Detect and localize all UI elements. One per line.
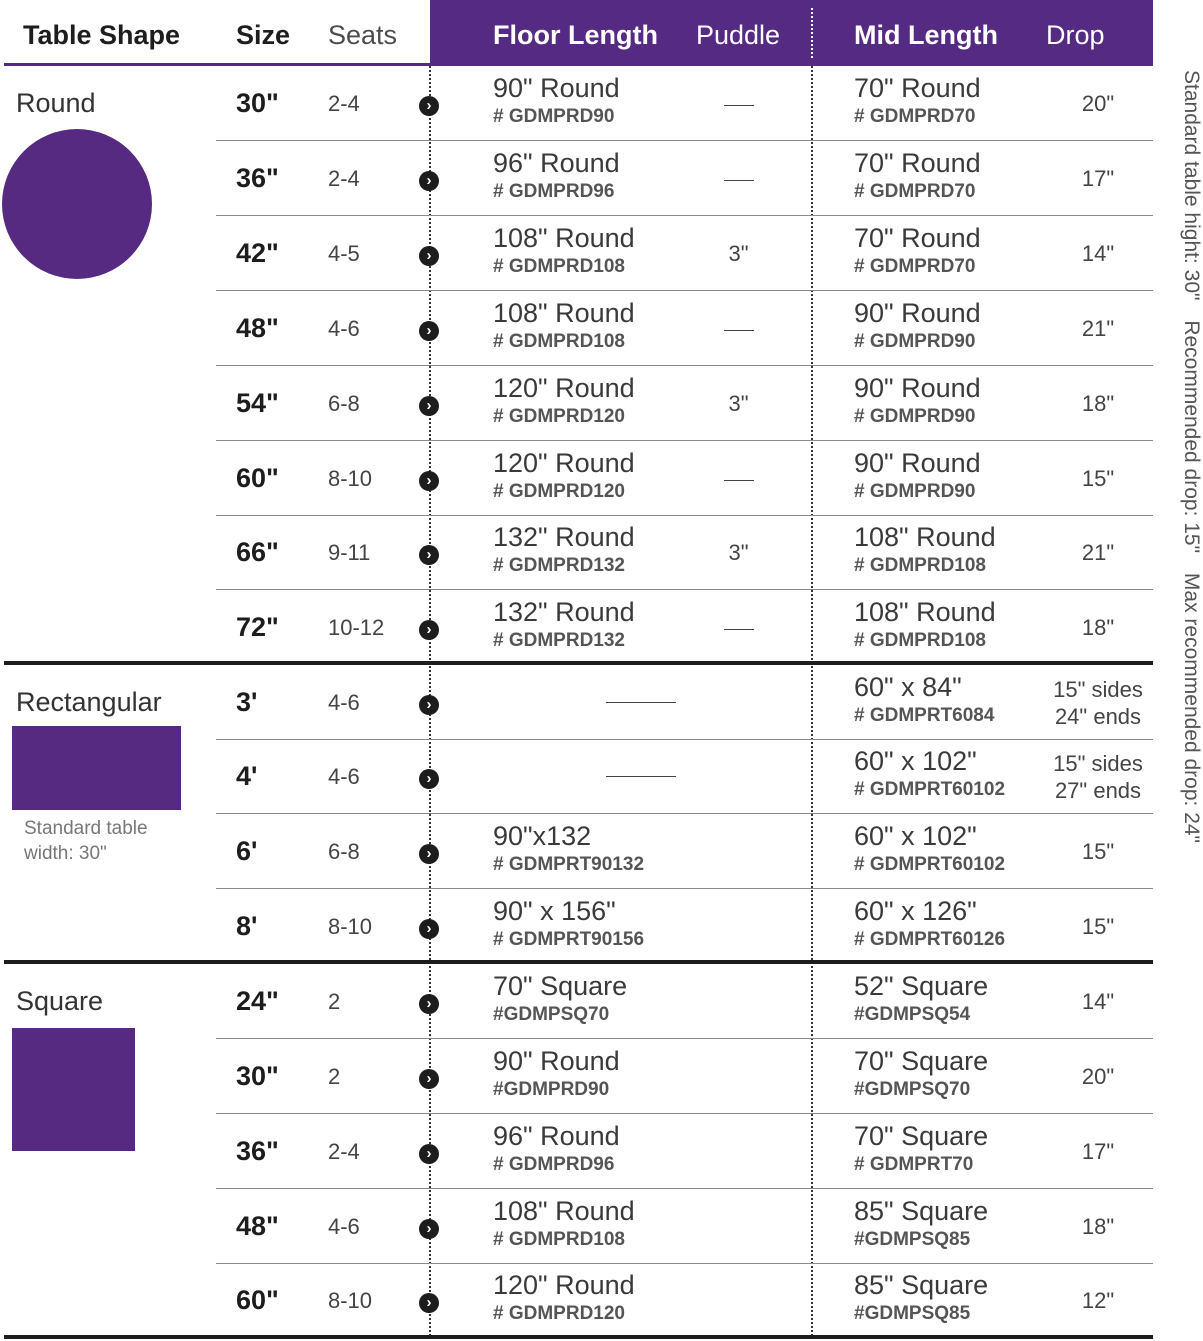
floor-length-sku: #GDMPSQ70 — [493, 1004, 610, 1025]
size-cell: 30" — [236, 1061, 279, 1091]
empty-dash — [606, 702, 676, 703]
floor-length-name: 96" Round — [493, 148, 620, 178]
drop-value: 18" — [1081, 391, 1115, 416]
mid-length-name: 60" x 126" — [854, 896, 977, 926]
puddle-cell — [686, 441, 791, 516]
size-cell: 24" — [236, 986, 279, 1016]
table-header — [0, 0, 1153, 66]
floor-length-name: 90" Round — [493, 1046, 620, 1076]
table-row — [216, 590, 1153, 665]
mid-length-sku: # GDMPRD70 — [854, 181, 976, 202]
puddle-cell: 3" — [728, 241, 749, 266]
seats-cell: 8-10 — [328, 914, 373, 939]
floor-length-name: 120" Round — [493, 373, 635, 403]
mid-length-sku: # GDMPRD90 — [854, 481, 976, 502]
rect-width-note: Standard table width: 30" — [24, 818, 148, 864]
drop-value: 18" — [1081, 615, 1115, 640]
mid-length-name: 108" Round — [854, 597, 996, 627]
table-row — [216, 1263, 1153, 1338]
size-cell: 30" — [236, 88, 279, 118]
floor-length-name: 108" Round — [493, 298, 635, 328]
mid-length-cell — [854, 1120, 988, 1177]
seats-cell: 2 — [328, 989, 341, 1014]
floor-length-cell — [493, 1195, 635, 1252]
size-cell: 66" — [236, 537, 279, 567]
puddle-cell — [686, 291, 791, 366]
chevron-right-icon: › — [419, 471, 439, 491]
puddle-cell — [686, 66, 791, 141]
drop-cell — [1038, 964, 1158, 1039]
mid-length-sku: # GDMPRT70 — [854, 1154, 974, 1175]
drop-cell — [1038, 1189, 1158, 1264]
floor-length-cell — [493, 521, 635, 578]
size-cell: 42" — [236, 238, 279, 268]
mid-length-cell — [854, 372, 981, 429]
mid-length-sku: # GDMPRT6084 — [854, 705, 995, 726]
floor-length-sku: # GDMPRT90132 — [493, 854, 645, 875]
mid-length-sku: # GDMPRD108 — [854, 555, 986, 576]
header-puddle: Puddle — [696, 20, 781, 50]
size-cell: 60" — [236, 463, 279, 493]
mid-length-cell — [854, 1195, 988, 1252]
floor-length-sku: #GDMPRD90 — [493, 1079, 610, 1100]
drop-cell — [1038, 665, 1158, 740]
table-row — [216, 1039, 1153, 1114]
mid-length-name: 90" Round — [854, 298, 981, 328]
header-drop: Drop — [1046, 20, 1105, 50]
floor-length-sku: # GDMPRD96 — [493, 1154, 615, 1175]
size-cell: 48" — [236, 313, 279, 343]
header-size: Size — [236, 20, 291, 50]
table-row — [216, 739, 1153, 814]
seats-cell: 4-6 — [328, 316, 360, 341]
seats-cell: 9-11 — [328, 540, 371, 565]
table-row — [216, 141, 1153, 216]
chevron-right-icon: › — [419, 1219, 439, 1239]
empty-dash — [606, 776, 676, 777]
floor-length-name: 108" Round — [493, 223, 635, 253]
seats-cell: 6-8 — [328, 391, 360, 416]
size-cell: 3' — [236, 687, 258, 717]
mid-length-sku: # GDMPRD90 — [854, 406, 976, 427]
chevron-right-icon: › — [419, 171, 439, 191]
floor-length-cell — [493, 1120, 620, 1177]
seats-cell: 2 — [328, 1064, 341, 1089]
floor-length-name: 108" Round — [493, 1196, 635, 1226]
rectangle-shape-icon — [12, 726, 181, 810]
mid-length-name: 70" Round — [854, 223, 981, 253]
chevron-right-icon: › — [419, 844, 439, 864]
mid-length-cell — [854, 895, 1005, 952]
drop-cell — [1038, 814, 1158, 889]
mid-length-name: 60" x 84" — [854, 672, 962, 702]
floor-length-cell — [493, 297, 635, 354]
drop-value: 21" — [1081, 316, 1115, 341]
drop-value: 12" — [1081, 1288, 1115, 1313]
seats-cell: 8-10 — [328, 466, 373, 491]
floor-length-cell — [493, 1269, 635, 1326]
drop-value: 15" — [1081, 466, 1115, 491]
mid-length-sku: # GDMPRD90 — [854, 331, 976, 352]
mid-length-name: 60" x 102" — [854, 746, 977, 776]
mid-length-cell — [854, 671, 994, 728]
floor-length-cell — [493, 147, 620, 204]
seats-cell: 4-6 — [328, 764, 360, 789]
floor-length-name: 120" Round — [493, 448, 635, 478]
mid-length-sku: # GDMPRT60102 — [854, 779, 1006, 800]
square-shape-icon — [12, 1028, 135, 1151]
mid-length-sku: #GDMPSQ85 — [854, 1303, 971, 1324]
chevron-right-icon: › — [419, 695, 439, 715]
floor-length-sku: # GDMPRD132 — [493, 630, 625, 651]
size-cell: 72" — [236, 612, 279, 642]
floor-length-name: 96" Round — [493, 1121, 620, 1151]
drop-cell — [1038, 515, 1158, 590]
drop-cell — [1038, 291, 1158, 366]
shape-label-rectangular: Rectangular — [16, 687, 162, 717]
side-note: Standard table hight: 30" Recommended drop: 15" Max recommended drop: 24" — [1180, 70, 1203, 844]
table-row — [216, 66, 1153, 141]
drop-cell — [1038, 216, 1158, 291]
seats-cell: 2-4 — [328, 1139, 360, 1164]
header-divider — [811, 8, 813, 58]
floor-length-cell — [493, 970, 627, 1027]
mid-length-sku: #GDMPSQ54 — [854, 1004, 971, 1025]
drop-value: 18" — [1081, 1214, 1115, 1239]
floor-length-sku: # GDMPRD108 — [493, 256, 625, 277]
chevron-right-icon: › — [419, 1069, 439, 1089]
seats-cell: 6-8 — [328, 839, 360, 864]
size-cell: 54" — [236, 388, 279, 418]
table-row — [216, 1189, 1153, 1264]
size-cell: 6' — [236, 836, 258, 866]
puddle-cell — [686, 590, 791, 665]
size-cell: 8' — [236, 911, 258, 941]
size-cell: 48" — [236, 1211, 279, 1241]
mid-length-cell — [854, 222, 981, 279]
table-row — [216, 889, 1153, 964]
floor-length-sku: # GDMPRD132 — [493, 555, 625, 576]
floor-length-sku: # GDMPRD120 — [493, 1303, 625, 1324]
drop-value: 17" — [1081, 1139, 1115, 1164]
mid-length-name: 85" Square — [854, 1270, 989, 1300]
header-table-shape: Table Shape — [23, 20, 181, 50]
floor-length-name: 120" Round — [493, 1270, 635, 1300]
drop-cell — [1038, 366, 1158, 441]
mid-length-sku: # GDMPRD70 — [854, 256, 976, 277]
drop-cell — [1038, 1114, 1158, 1189]
shape-label-square: Square — [16, 986, 104, 1016]
chevron-right-icon: › — [419, 246, 439, 266]
chevron-right-icon: › — [419, 994, 439, 1014]
mid-length-name: 108" Round — [854, 522, 996, 552]
drop-value: 15" sides — [1053, 750, 1143, 776]
mid-length-name: 70" Round — [854, 73, 981, 103]
floor-length-sku: # GDMPRD96 — [493, 181, 615, 202]
floor-length-cell — [493, 222, 635, 279]
seats-cell: 10-12 — [328, 615, 385, 640]
floor-length-sku: # GDMPRD120 — [493, 406, 625, 427]
mid-length-name: 52" Square — [854, 971, 989, 1001]
floor-length-sku: # GDMPRD120 — [493, 481, 625, 502]
floor-length-cell — [493, 1045, 620, 1102]
mid-length-cell — [854, 297, 981, 354]
floor-length-cell — [493, 72, 620, 129]
chevron-right-icon: › — [419, 1144, 439, 1164]
floor-length-cell — [493, 596, 635, 653]
floor-length-sku: # GDMPRD90 — [493, 106, 615, 127]
floor-length-cell — [493, 447, 635, 504]
header-seats: Seats — [328, 20, 398, 50]
mid-length-cell — [854, 1269, 988, 1326]
chevron-right-icon: › — [419, 769, 439, 789]
drop-cell — [1038, 1263, 1158, 1338]
mid-length-cell — [854, 521, 996, 578]
table-row — [216, 515, 1153, 590]
puddle-cell — [686, 141, 791, 216]
floor-length-name: 90" Round — [493, 73, 620, 103]
table-row — [216, 441, 1153, 516]
chevron-right-icon: › — [419, 1293, 439, 1313]
size-cell: 36" — [236, 1136, 279, 1166]
floor-length-cell — [493, 820, 644, 877]
size-cell: 4' — [236, 761, 258, 791]
floor-length-name: 132" Round — [493, 522, 635, 552]
drop-value: 20" — [1081, 91, 1115, 116]
floor-length-sku: # GDMPRD108 — [493, 331, 625, 352]
drop-value: 17" — [1081, 166, 1115, 191]
shape-label-round: Round — [16, 88, 96, 118]
seats-cell: 8-10 — [328, 1288, 373, 1313]
mid-length-cell — [854, 970, 988, 1027]
table-row — [216, 1114, 1153, 1189]
drop-cell — [1038, 441, 1158, 516]
mid-length-name: 85" Square — [854, 1196, 989, 1226]
mid-length-cell — [854, 447, 981, 504]
mid-length-sku: # GDMPRD70 — [854, 106, 976, 127]
drop-cell — [1038, 590, 1158, 665]
drop-cell — [1038, 739, 1158, 814]
mid-length-name: 90" Round — [854, 448, 981, 478]
table-row — [216, 814, 1153, 889]
chevron-right-icon: › — [419, 321, 439, 341]
floor-length-name: 90" x 156" — [493, 896, 616, 926]
floor-length-name: 70" Square — [493, 971, 628, 1001]
floor-length-name: 132" Round — [493, 597, 635, 627]
floor-length-cell — [493, 895, 644, 952]
floor-length-cell — [493, 372, 635, 429]
drop-value-ends: 27" ends — [1054, 777, 1142, 803]
puddle-cell: 3" — [728, 540, 749, 565]
table-row — [216, 964, 1153, 1039]
size-cell: 60" — [236, 1285, 279, 1315]
mid-length-cell — [854, 147, 981, 204]
mid-length-sku: #GDMPSQ70 — [854, 1079, 971, 1100]
floor-length-sku: # GDMPRD108 — [493, 1229, 625, 1250]
drop-cell — [1038, 1039, 1158, 1114]
seats-cell: 4-5 — [328, 241, 360, 266]
drop-value: 14" — [1081, 241, 1115, 266]
chevron-right-icon: › — [419, 919, 439, 939]
mid-length-sku: # GDMPRD108 — [854, 630, 986, 651]
mid-length-cell — [854, 745, 1005, 802]
mid-length-name: 90" Round — [854, 373, 981, 403]
mid-length-sku: # GDMPRT60126 — [854, 929, 1006, 950]
drop-value: 20" — [1081, 1064, 1115, 1089]
mid-length-name: 70" Round — [854, 148, 981, 178]
drop-value: 15" — [1081, 839, 1115, 864]
seats-cell: 4-6 — [328, 1214, 360, 1239]
seats-cell: 2-4 — [328, 91, 360, 116]
table-row — [216, 665, 1153, 740]
mid-length-sku: #GDMPSQ85 — [854, 1229, 971, 1250]
seats-cell: 2-4 — [328, 166, 360, 191]
chevron-right-icon: › — [419, 620, 439, 640]
mid-length-name: 60" x 102" — [854, 821, 977, 851]
size-cell: 36" — [236, 163, 279, 193]
drop-cell — [1038, 141, 1158, 216]
mid-length-cell — [854, 72, 981, 129]
seats-cell: 4-6 — [328, 690, 360, 715]
drop-value: 15" sides — [1053, 676, 1143, 702]
table-row — [216, 291, 1153, 366]
table-row — [216, 216, 1153, 291]
mid-length-name: 70" Square — [854, 1121, 989, 1151]
header-mid-length: Mid Length — [854, 20, 998, 50]
puddle-cell: 3" — [728, 391, 749, 416]
drop-value: 14" — [1081, 989, 1115, 1014]
mid-length-cell — [854, 820, 1005, 877]
mid-length-cell — [854, 596, 996, 653]
floor-length-sku: # GDMPRT90156 — [493, 929, 645, 950]
drop-value-ends: 24" ends — [1054, 703, 1142, 729]
drop-value: 15" — [1081, 914, 1115, 939]
mid-length-name: 70" Square — [854, 1046, 989, 1076]
drop-cell — [1038, 66, 1158, 141]
chevron-right-icon: › — [419, 96, 439, 116]
floor-length-name: 90"x132 — [493, 821, 592, 851]
chevron-right-icon: › — [419, 545, 439, 565]
mid-length-cell — [854, 1045, 988, 1102]
drop-value: 21" — [1081, 540, 1115, 565]
mid-length-sku: # GDMPRT60102 — [854, 854, 1006, 875]
header-floor-length: Floor Length — [493, 20, 658, 50]
table-row — [216, 366, 1153, 441]
drop-cell — [1038, 889, 1158, 964]
round-shape-icon — [2, 129, 152, 279]
chevron-right-icon: › — [419, 396, 439, 416]
